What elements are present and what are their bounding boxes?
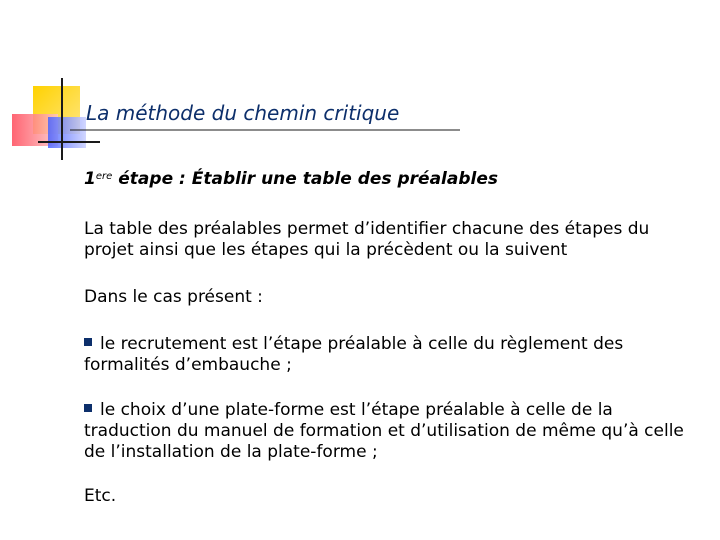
step-heading: [84, 169, 498, 189]
slide-title: La méthode du chemin critique: [86, 101, 400, 125]
step-superscript: ere: [95, 171, 113, 182]
step-text: étape : Établir une table des préalables: [118, 169, 498, 189]
deco-blue-square: [48, 117, 86, 148]
list-item-text: le recrutement est l’étape préalable à celle du règlement des formalités d’embauche ;: [84, 334, 624, 375]
square-bullet-icon: [84, 338, 92, 346]
list-item-text: le choix d’une plate-forme est l’étape préalable à celle de la traduction du manuel de formation et d’utilisation de même qu’à celle de l’installation de la plate-forme ;: [84, 400, 684, 462]
etc-text: Etc.: [84, 486, 117, 506]
intro-paragraph: La table des préalables permet d’identifier chacune des étapes du projet ainsi que les étapes qui la précèdent ou la suivent: [84, 219, 650, 260]
list-item: [84, 400, 684, 463]
square-bullet-icon: [84, 404, 92, 412]
step-number: 1: [84, 169, 96, 189]
case-label: Dans le cas présent :: [84, 287, 263, 307]
list-item: [84, 334, 684, 376]
